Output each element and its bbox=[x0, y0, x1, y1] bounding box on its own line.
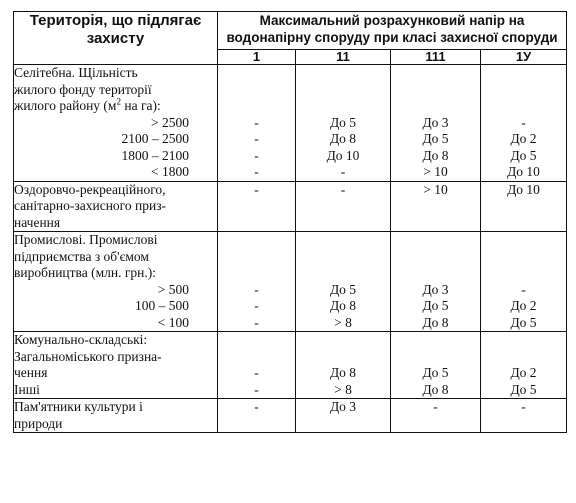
pressure-value bbox=[481, 349, 566, 366]
class-2-value-cell bbox=[296, 65, 391, 182]
territory-text-line: Інші bbox=[14, 381, 40, 397]
class-2-value-cell bbox=[296, 332, 391, 399]
pressure-value: До 5 bbox=[329, 114, 357, 130]
pressure-value bbox=[218, 349, 295, 366]
pressure-value: - bbox=[340, 164, 346, 179]
pressure-value: - bbox=[254, 131, 259, 146]
pressure-value bbox=[481, 98, 566, 115]
pressure-value bbox=[391, 416, 480, 433]
territory-text-line: природи bbox=[14, 415, 63, 431]
pressure-value: До 8 bbox=[422, 314, 449, 330]
pressure-value bbox=[391, 332, 480, 349]
class-header-3: 111 bbox=[391, 50, 481, 65]
territory-cell bbox=[14, 399, 218, 433]
pressure-value bbox=[218, 65, 295, 82]
pressure-value bbox=[218, 265, 295, 282]
pressure-value: - bbox=[254, 298, 259, 313]
territory-text-line: Загальноміського призна- bbox=[14, 348, 162, 364]
pressure-value: - bbox=[521, 399, 526, 414]
pressure-value bbox=[481, 416, 566, 433]
territory-text-line: Промислові. Промислові bbox=[14, 232, 158, 247]
pressure-value: До 5 bbox=[422, 298, 449, 313]
pressure-value: До 8 bbox=[329, 131, 357, 146]
pressure-value: До 10 bbox=[507, 181, 540, 197]
class-4-value-cell bbox=[481, 399, 567, 433]
pressure-value: До 10 bbox=[326, 147, 360, 163]
pressure-value bbox=[296, 265, 390, 282]
pressure-value bbox=[296, 98, 390, 115]
class-2-value-cell bbox=[296, 181, 391, 232]
pressure-value: До 5 bbox=[329, 281, 357, 297]
pressure-value bbox=[218, 215, 295, 232]
pressure-value: - bbox=[340, 181, 346, 197]
pressure-value: До 5 bbox=[510, 147, 537, 163]
pressure-value bbox=[296, 82, 390, 99]
territory-range-label: 2100 – 2500 bbox=[121, 131, 189, 146]
table-row-monuments bbox=[14, 399, 567, 433]
pressure-value: До 2 bbox=[510, 365, 537, 380]
class-3-value-cell bbox=[391, 332, 481, 399]
pressure-value bbox=[391, 232, 480, 249]
pressure-value bbox=[391, 349, 480, 366]
territory-cell bbox=[14, 232, 218, 332]
class-1-value-cell bbox=[218, 232, 296, 332]
pressure-value bbox=[391, 215, 480, 232]
pressure-value: - bbox=[254, 281, 259, 297]
territory-range-label: > 500 bbox=[157, 281, 189, 297]
territory-range-label: 1800 – 2100 bbox=[121, 147, 189, 163]
class-3-value-cell bbox=[391, 65, 481, 182]
pressure-value: До 2 bbox=[510, 131, 537, 146]
pressure-value: - bbox=[254, 399, 259, 414]
class-3-value-cell bbox=[391, 399, 481, 433]
pressure-value bbox=[481, 215, 566, 232]
class-2-value-cell bbox=[296, 232, 391, 332]
territory-text-line: начення bbox=[14, 214, 61, 230]
pressure-value bbox=[218, 82, 295, 99]
pressure-value bbox=[481, 332, 566, 349]
territory-text-line: Оздоровчо-рекреаційного, bbox=[14, 181, 166, 197]
territory-cell bbox=[14, 332, 218, 399]
territory-cell bbox=[14, 181, 218, 232]
pressure-value: До 5 bbox=[422, 131, 449, 146]
pressure-value bbox=[481, 232, 566, 249]
class-4-value-cell bbox=[481, 232, 567, 332]
pressure-value: - bbox=[254, 164, 259, 179]
pressure-value: > 8 bbox=[334, 381, 352, 397]
pressure-value: > 10 bbox=[423, 164, 448, 179]
territory-range-label: < 1800 bbox=[151, 164, 189, 179]
pressure-value bbox=[481, 198, 566, 215]
table-row-industrial bbox=[14, 232, 567, 332]
class-3-value-cell bbox=[391, 232, 481, 332]
pressure-value: До 8 bbox=[329, 298, 357, 313]
territory-text-line: підприємства з об'ємом bbox=[14, 248, 149, 264]
class-4-value-cell bbox=[481, 65, 567, 182]
pressure-value: - bbox=[254, 314, 259, 330]
class-3-value-cell bbox=[391, 181, 481, 232]
territory-text-line: виробництва (млн. грн.): bbox=[14, 265, 156, 280]
pressure-value bbox=[296, 332, 390, 349]
pressure-value bbox=[296, 349, 390, 366]
class-1-value-cell bbox=[218, 399, 296, 433]
pressure-value: - bbox=[254, 181, 259, 197]
pressure-value bbox=[391, 82, 480, 99]
pressure-value: - bbox=[521, 114, 526, 130]
pressure-value: - bbox=[254, 114, 259, 130]
territory-range-label: < 100 bbox=[157, 314, 189, 330]
pressure-value bbox=[218, 98, 295, 115]
class-4-value-cell bbox=[481, 332, 567, 399]
territory-text-line: жилого фонду території bbox=[14, 81, 152, 97]
class-header-4: 1У bbox=[481, 50, 567, 65]
pressure-value bbox=[391, 98, 480, 115]
pressure-value bbox=[481, 265, 566, 282]
pressure-value: До 2 bbox=[510, 298, 537, 313]
class-1-value-cell bbox=[218, 181, 296, 232]
class-1-value-cell bbox=[218, 332, 296, 399]
pressure-value bbox=[391, 65, 480, 82]
pressure-value: До 8 bbox=[422, 381, 449, 397]
pressure-value: - bbox=[521, 281, 526, 297]
territory-range-label: > 2500 bbox=[151, 114, 189, 130]
pressure-value bbox=[218, 332, 295, 349]
pressure-value bbox=[296, 198, 390, 215]
territory-text-line: жилого району ($м^2$ на га): bbox=[14, 98, 161, 113]
pressure-value bbox=[391, 265, 480, 282]
pressure-value bbox=[296, 65, 390, 82]
pressure-value: До 5 bbox=[422, 365, 449, 380]
pressure-value: - bbox=[254, 365, 259, 380]
territory-cell bbox=[14, 65, 218, 182]
pressure-value bbox=[218, 198, 295, 215]
table-body bbox=[14, 65, 567, 433]
territory-text-line: санітарно-захисного приз- bbox=[14, 198, 167, 213]
pressure-value: До 8 bbox=[422, 147, 449, 163]
pressure-value: До 5 bbox=[510, 381, 537, 397]
table-row-communal bbox=[14, 332, 567, 399]
class-header-1: 1 bbox=[218, 50, 296, 65]
territory-range-label: 100 – 500 bbox=[135, 298, 189, 313]
territory-text-line: чення bbox=[14, 365, 48, 380]
pressure-value bbox=[296, 416, 390, 433]
pressure-value bbox=[218, 232, 295, 249]
pressure-table bbox=[13, 11, 567, 433]
pressure-value: - bbox=[254, 381, 259, 397]
pressure-value: До 5 bbox=[510, 314, 537, 330]
pressure-value: - bbox=[254, 147, 259, 163]
header-row bbox=[14, 12, 567, 50]
territory-text-line: Селітебна. Щільність bbox=[14, 65, 138, 80]
pressure-value: До 3 bbox=[329, 399, 357, 414]
pressure-value bbox=[481, 82, 566, 99]
pressure-value: До 3 bbox=[422, 114, 449, 130]
pressure-value bbox=[296, 232, 390, 249]
pressure-value bbox=[218, 249, 295, 266]
territory-text-line: Комунально-складські: bbox=[14, 332, 148, 347]
territory-text-line: Пам'ятники культури і bbox=[14, 399, 143, 414]
pressure-header: Максимальний розрахунковий напір на водонапірну споруду при класі захисної споруди bbox=[218, 12, 567, 50]
pressure-value bbox=[481, 249, 566, 266]
territory-header: Територія, що підлягає захисту bbox=[14, 12, 218, 65]
class-4-value-cell bbox=[481, 181, 567, 232]
class-1-value-cell bbox=[218, 65, 296, 182]
pressure-value bbox=[481, 65, 566, 82]
pressure-value: > 8 bbox=[334, 314, 352, 330]
table-row-recreational bbox=[14, 181, 567, 232]
pressure-value bbox=[391, 249, 480, 266]
pressure-value bbox=[218, 416, 295, 433]
pressure-value: - bbox=[433, 399, 438, 414]
pressure-value: До 3 bbox=[422, 281, 449, 297]
pressure-value: До 10 bbox=[507, 164, 540, 179]
pressure-value bbox=[296, 249, 390, 266]
superscript: 2 bbox=[116, 98, 121, 107]
table-row-residential bbox=[14, 65, 567, 182]
pressure-value bbox=[391, 198, 480, 215]
pressure-value: > 10 bbox=[423, 181, 448, 197]
class-header-2: 11 bbox=[296, 50, 391, 65]
pressure-value: До 8 bbox=[329, 365, 357, 380]
class-2-value-cell bbox=[296, 399, 391, 433]
pressure-value bbox=[296, 215, 390, 232]
